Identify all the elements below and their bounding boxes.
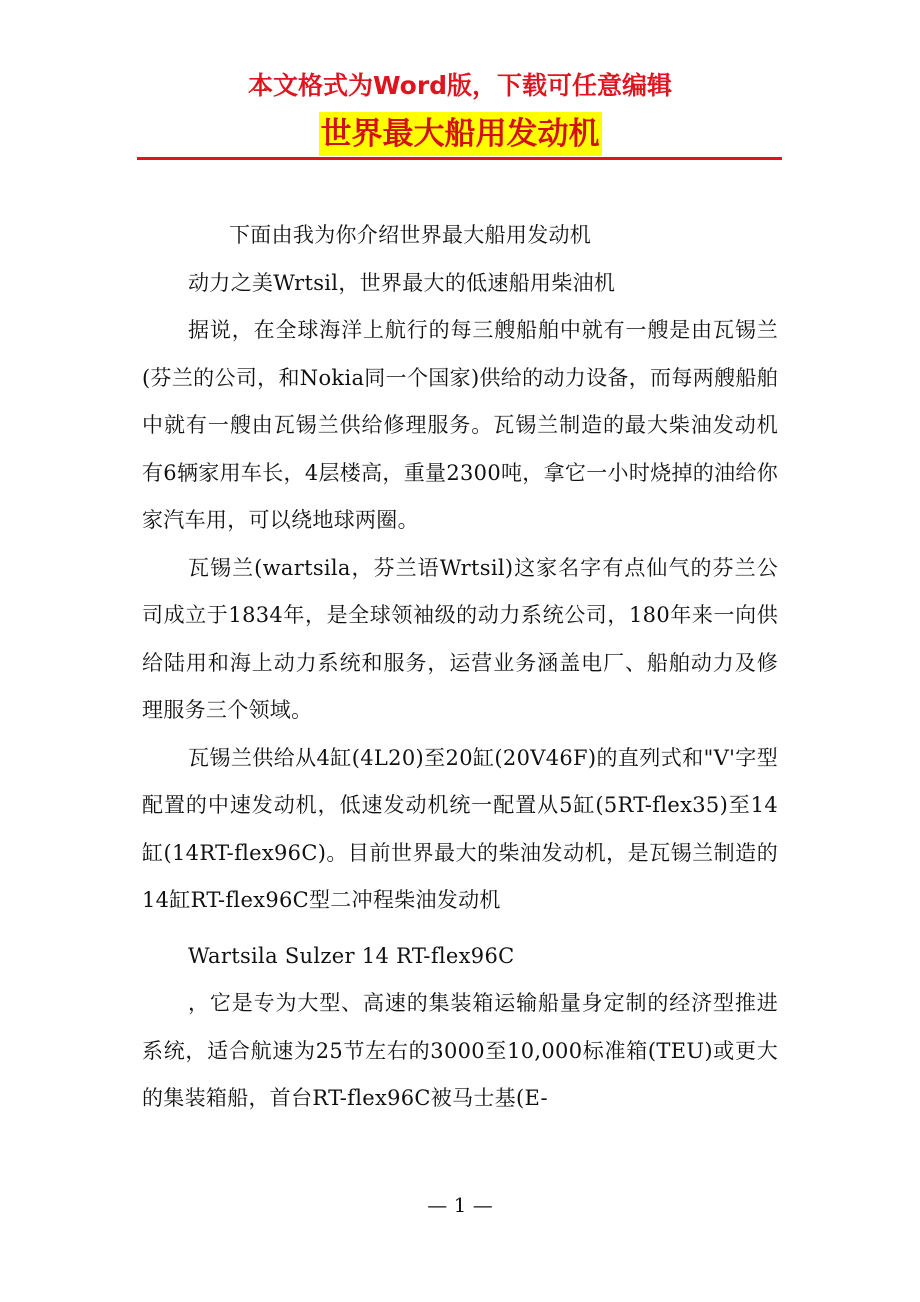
title-container (0, 112, 920, 156)
format-notice: 本文格式为Word版，下载可任意编辑 (247, 71, 673, 100)
paragraph-intro: 下面由我为你介绍世界最大船用发动机 (229, 223, 592, 247)
page-number: — 1 — (427, 1193, 493, 1217)
paragraph-body: 瓦锡兰供给从4缸(4L20)至20缸(20V46F)的直列式和"V'字型配置的中速发动机，低速发动机统一配置从5缸(5RT-flex35)至14缸(14RT-flex96C)。目前世界最大的柴油发动机，是瓦锡兰制造的14缸RT-flex96C型二冲程柴油发动机 (142, 745, 778, 912)
document-body (142, 212, 778, 1123)
title-divider (137, 157, 782, 160)
paragraph-body: 据说，在全球海洋上航行的每三艘船舶中就有一艘是由瓦锡兰(芬兰的公司，和Nokia同一个国家)供给的动力设备，而每两艘船舶中就有一艘由瓦锡兰供给修理服务。瓦锡兰制造的最大柴油发动机有6辆家用车长，4层楼高，重量2300吨，拿它一小时烧掉的油给你家汽车用，可以绕地球两圈。 (142, 318, 778, 532)
document-title: 世界最大船用发动机 (319, 112, 602, 156)
paragraph-subtitle: 动力之美Wrtsil，世界最大的低速船用柴油机 (188, 270, 616, 295)
paragraph-body: 瓦锡兰(wartsila，芬兰语Wrtsil)这家名字有点仙气的芬兰公司成立于1834年，是全球领袖级的动力系统公司，180年来一向供给陆用和海上动力系统和服务，运营业务涵盖电厂、船舶动力及修理服务三个领域。 (142, 555, 778, 722)
paragraph-body: ，它是专为大型、高速的集装箱运输船量身定制的经济型推进系统，适合航速为25节左右的3000至10,000标准箱(TEU)或更大的集装箱船，首台RT-flex96C被马士基(E- (142, 991, 778, 1110)
paragraph-model-name: Wartsila Sulzer 14 RT-flex96C (188, 943, 515, 968)
